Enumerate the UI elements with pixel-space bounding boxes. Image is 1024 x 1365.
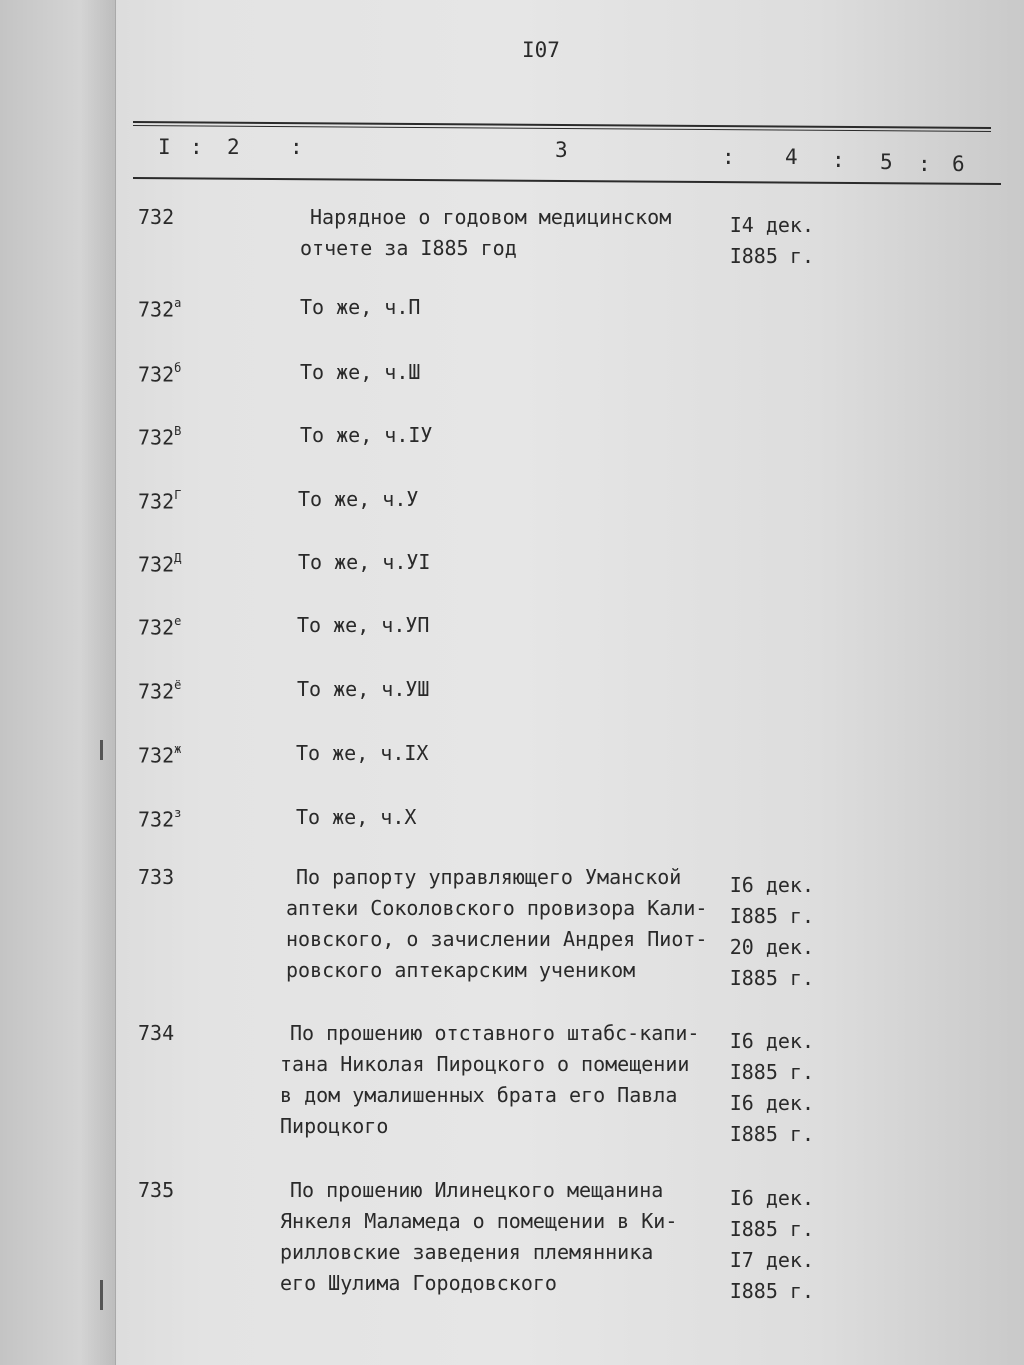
- entry-date: I7 дек.: [729, 1248, 814, 1272]
- entry-number: [138, 800, 181, 836]
- entry-date: I6 дек.: [729, 1091, 814, 1115]
- entry-description-line: в дом умалишенных брата его Павла: [280, 1083, 678, 1107]
- column-separator: :: [290, 135, 303, 159]
- entry-number-main: 732: [138, 205, 175, 229]
- entry-description-line: отчете за I885 год: [300, 236, 517, 260]
- entry-number: [138, 355, 181, 391]
- entry-number-main: 732: [138, 807, 175, 832]
- previous-page-edge: [0, 0, 116, 1365]
- column-header-5: 5: [880, 150, 893, 174]
- column-separator: :: [918, 152, 931, 176]
- entry-description-line: его Шулима Городовского: [280, 1271, 557, 1295]
- entry-number: [138, 1175, 174, 1206]
- entry-description-line: То же, ч.У: [298, 487, 419, 511]
- entry-number: [138, 545, 181, 581]
- entry-date: I6 дек.: [729, 873, 814, 897]
- entry-number: [138, 1018, 174, 1049]
- entry-number-main: 732: [138, 615, 175, 640]
- entry-number: [138, 672, 181, 708]
- entry-description-line: То же, ч.П: [300, 295, 421, 319]
- entry-date: I6 дек.: [729, 1186, 814, 1210]
- entry-number: [138, 862, 174, 893]
- column-separator: :: [832, 148, 845, 172]
- entry-date: I885 г.: [729, 966, 814, 990]
- entry-description-line: То же, ч.IХ: [296, 741, 429, 765]
- entry-number-suffix: е: [174, 614, 182, 628]
- entry-date: I885 г.: [729, 1122, 814, 1146]
- entry-description-line: рилловские заведения племянника: [280, 1240, 654, 1264]
- entry-description-line: аптеки Соколовского провизора Кали-: [286, 896, 708, 920]
- entry-date: I4 дек.: [729, 213, 814, 237]
- entry-description-line: Пироцкого: [280, 1114, 389, 1138]
- entry-number-main: 732: [138, 362, 175, 387]
- entry-number-main: 734: [138, 1021, 175, 1045]
- entry-number: [138, 482, 181, 518]
- entry-date: I885 г.: [729, 1217, 814, 1241]
- entry-description-line: По прошению отставного штабс-капи-: [290, 1021, 700, 1045]
- entry-number-suffix: а: [174, 296, 182, 310]
- entry-number-main: 735: [138, 1178, 175, 1202]
- entry-date: I885 г.: [729, 1279, 814, 1303]
- column-header-1: I: [158, 135, 171, 159]
- entry-number-main: 732: [138, 489, 175, 514]
- entry-date: 20 дек.: [729, 935, 814, 959]
- column-header-2: 2: [227, 135, 240, 159]
- entry-number: [138, 290, 181, 326]
- entry-number-suffix: В: [174, 424, 182, 438]
- entry-number: [138, 736, 181, 772]
- entry-date: I6 дек.: [729, 1029, 814, 1053]
- entry-description-line: По прошению Илинецкого мещанина: [290, 1178, 664, 1202]
- header-bottom-rule: [133, 177, 1001, 185]
- entry-number-main: 732: [138, 743, 175, 768]
- column-header-3: 3: [555, 138, 568, 162]
- entry-description-line: ровского аптекарским учеником: [286, 958, 636, 982]
- entry-number-main: 732: [138, 679, 175, 704]
- entry-description-line: тана Николая Пироцкого о помещении: [280, 1052, 690, 1076]
- binding-mark: [100, 1280, 103, 1310]
- page-number: I07: [522, 38, 560, 62]
- entry-number-suffix: з: [174, 806, 182, 820]
- entry-number: [138, 202, 174, 233]
- entry-description-line: То же, ч.IУ: [300, 423, 433, 447]
- entry-description-line: новского, о зачислении Андрея Пиот-: [286, 927, 708, 951]
- column-separator: :: [190, 135, 203, 159]
- entry-number: [138, 418, 181, 454]
- entry-description-line: По рапорту управляющего Уманской: [296, 865, 682, 889]
- entry-description-line: То же, ч.Ш: [300, 360, 421, 384]
- entry-date: I885 г.: [729, 1060, 814, 1084]
- entry-description-line: То же, ч.УI: [298, 550, 431, 574]
- entry-number-suffix: б: [174, 361, 182, 375]
- entry-number: [138, 608, 181, 644]
- entry-number-main: 732: [138, 297, 175, 322]
- column-header-4: 4: [785, 145, 798, 169]
- entry-number-main: 732: [138, 425, 175, 450]
- binding-mark: [100, 740, 103, 760]
- entry-number-main: 732: [138, 552, 175, 577]
- column-header-6: 6: [952, 152, 965, 176]
- entry-description-line: Нарядное о годовом медицинском: [310, 205, 672, 229]
- entry-number-suffix: Г: [174, 488, 182, 502]
- entry-description-line: Янкеля Маламеда о помещении в Ки-: [280, 1209, 678, 1233]
- entry-description-line: То же, ч.УП: [297, 613, 430, 637]
- entry-description-line: То же, ч.Х: [296, 805, 417, 829]
- entry-number-suffix: ё: [174, 678, 182, 692]
- entry-number-suffix: ж: [174, 742, 182, 756]
- entry-number-suffix: Д: [174, 551, 182, 565]
- entry-number-main: 733: [138, 865, 175, 889]
- column-separator: :: [722, 145, 735, 169]
- entry-date: I885 г.: [729, 244, 814, 268]
- entry-description-line: То же, ч.УШ: [297, 677, 430, 701]
- entry-date: I885 г.: [729, 904, 814, 928]
